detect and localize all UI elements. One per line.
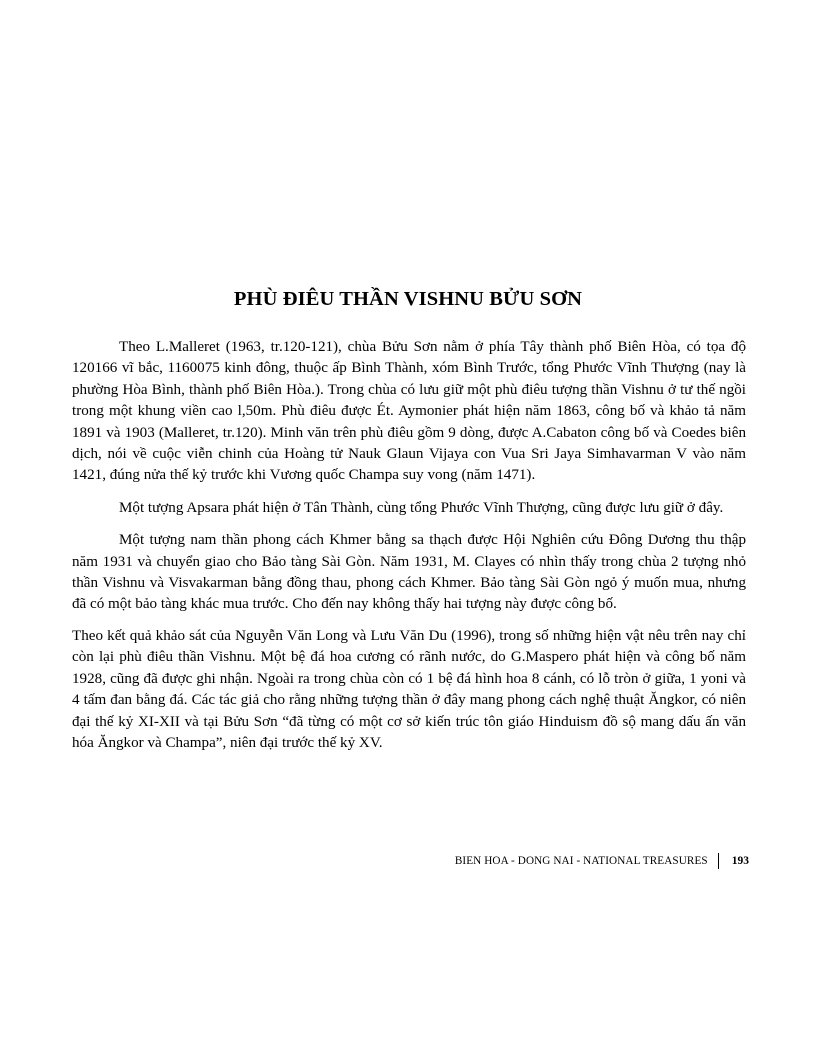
page-number: 193 (731, 855, 749, 867)
footer-divider (718, 853, 719, 869)
article-body (72, 337, 746, 754)
page-title: PHÙ ĐIÊU THẦN VISHNU BỬU SƠN (233, 288, 583, 310)
running-title: BIEN HOA - DONG NAI - NATIONAL TREASURES (454, 855, 708, 867)
paragraph-3: Một tượng nam thần phong cách Khmer bằng sa thạch được Hội Nghiên cứu Đông Dương thu thập năm 1931 và chuyển giao cho Bảo tàng Sài Gòn. Năm 1931, M. Clayes có nhìn thấy trong chùa 2 tượng nhỏ thần Vishnu và Visvakarman bằng đồng thau, phong cách Khmer. Bảo tàng Sài Gòn ngỏ ý muốn mua, nhưng đã có một bảo tàng khác mua trước. Cho đến nay không thấy hai tượng này được công bố. (72, 532, 746, 613)
paragraph-1: Theo L.Malleret (1963, tr.120-121), chùa Bửu Sơn nằm ở phía Tây thành phố Biên Hòa, có tọa độ 120166 vĩ bắc, 1160075 kinh đông, thuộc ấp Bình Thành, xóm Bình Trước, tổng Phước Vĩnh Thượng (nay là phường Hòa Bình, thành phố Biên Hòa.). Trong chùa có lưu giữ một phù điêu tượng thần Vishnu ở tư thế ngồi trong một khung viền cao l,50m. Phù điêu được Ét. Aymonier phát hiện năm 1863, công bố và khảo tả năm 1891 và 1903 (Malleret, tr.120). Minh văn trên phù điêu gồm 9 dòng, được A.Cabaton công bố và Coedes biên dịch, nói về cuộc viễn chinh của Hoàng tử Nauk Glaun Vijaya con Vua Sri Jaya Simhavarman V vào năm 1421, đúng nửa thế kỷ trước khi Vương quốc Champa suy vong (năm 1471). (72, 339, 746, 484)
paragraph-2: Một tượng Apsara phát hiện ở Tân Thành, cùng tổng Phước Vĩnh Thượng, cũng được lưu giữ ở đây. (119, 499, 724, 516)
page-footer (455, 853, 749, 869)
paragraph-4: Theo kết quả khảo sát của Nguyễn Văn Long và Lưu Văn Du (1996), trong số những hiện vật nêu trên nay chỉ còn lại phù điêu thần Vishnu. Một bệ đá hoa cương có rãnh nước, do G.Maspero phát hiện và công bố năm 1928, cũng đã được ghi nhận. Ngoài ra trong chùa còn có 1 bệ đá hình hoa 8 cánh, có lỗ tròn ở giữa, 1 yoni và 4 tấm đan bằng đá. Các tác giả cho rằng những tượng thần ở đây mang phong cách nghệ thuật Ăngkor, có niên đại thế kỷ XI-XII và tại Bửu Sơn “đã từng có một cơ sở kiến trúc tôn giáo Hinduism đồ sộ mang dấu ấn văn hóa Ăngkor và Champa”, niên đại trước thế kỷ XV. (72, 627, 746, 751)
